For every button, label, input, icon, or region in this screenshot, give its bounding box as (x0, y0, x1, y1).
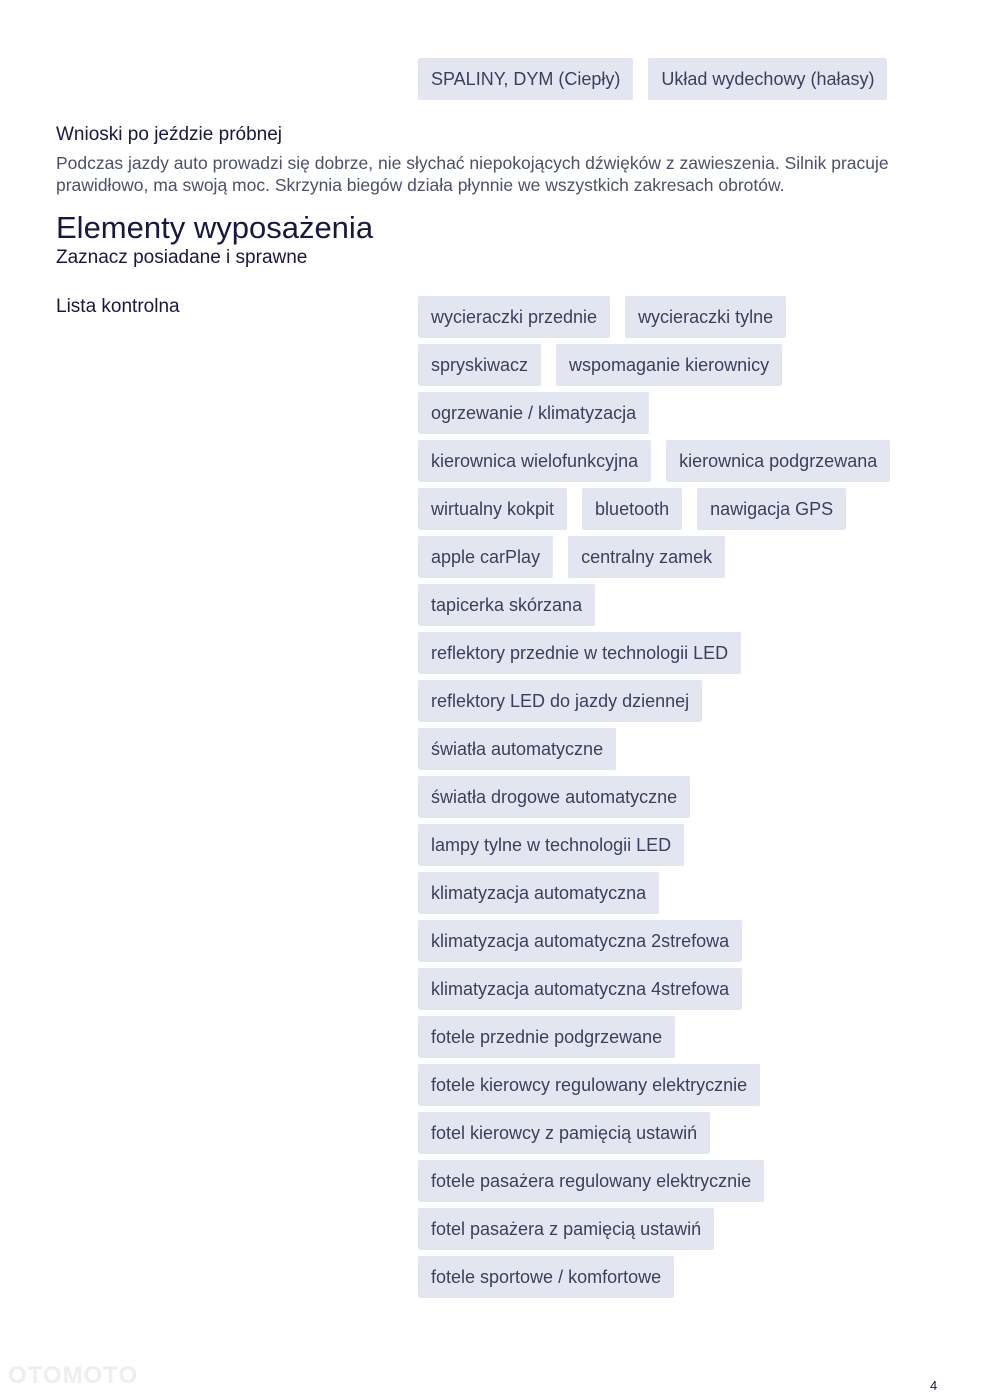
equipment-chip: reflektory LED do jazdy dziennej (418, 680, 702, 722)
equipment-chip: fotel pasażera z pamięcią ustawiń (418, 1208, 714, 1250)
page-number: 4 (930, 1378, 938, 1393)
equipment-chip: światła automatyczne (418, 728, 616, 770)
equipment-chip: fotele sportowe / komfortowe (418, 1256, 674, 1298)
equipment-chip: klimatyzacja automatyczna 4strefowa (418, 968, 742, 1010)
equipment-row (418, 392, 649, 434)
equipment-chip: kierownica wielofunkcyjna (418, 440, 651, 482)
equipment-row (418, 296, 786, 338)
test-drive-heading: Wnioski po jeździe próbnej (56, 124, 283, 145)
equipment-chip: lampy tylne w technologii LED (418, 824, 684, 866)
equipment-chip: fotele kierowcy regulowany elektrycznie (418, 1064, 760, 1106)
equipment-chip: kierownica podgrzewana (666, 440, 890, 482)
equipment-chip: reflektory przednie w technologii LED (418, 632, 741, 674)
equipment-row (418, 632, 741, 674)
equipment-row (418, 728, 616, 770)
equipment-row (418, 344, 782, 386)
equipment-subheading: Zaznacz posiadane i sprawne (56, 247, 308, 268)
test-drive-text: Podczas jazdy auto prowadzi się dobrze, nie słychać niepokojących dźwięków z zawieszenia. Silnik pracuje prawidłowo, ma swoją moc. Skrzynia biegów działa płynnie we wszystkich zakresach obrotów. (56, 153, 889, 195)
equipment-chip: tapicerka skórzana (418, 584, 595, 626)
equipment-row (418, 488, 846, 530)
chip-exhaust-smoke: SPALINY, DYM (Ciepły) (418, 58, 633, 100)
equipment-row (418, 1064, 760, 1106)
equipment-row (418, 1160, 764, 1202)
top-chip-row (418, 58, 887, 100)
equipment-row (418, 1016, 675, 1058)
equipment-chip: wycieraczki tylne (625, 296, 786, 338)
equipment-chip: wspomaganie kierownicy (556, 344, 782, 386)
equipment-chip: nawigacja GPS (697, 488, 846, 530)
equipment-row (418, 536, 725, 578)
equipment-row (418, 1208, 714, 1250)
equipment-row (418, 872, 659, 914)
equipment-chip: wirtualny kokpit (418, 488, 567, 530)
equipment-chip: klimatyzacja automatyczna (418, 872, 659, 914)
equipment-row (418, 680, 702, 722)
equipment-row (418, 1112, 710, 1154)
equipment-row (418, 968, 742, 1010)
equipment-row (418, 440, 890, 482)
watermark: OTOMOTO (8, 1362, 139, 1389)
equipment-chip: spryskiwacz (418, 344, 541, 386)
equipment-chip: klimatyzacja automatyczna 2strefowa (418, 920, 742, 962)
checklist-label: Lista kontrolna (56, 296, 180, 317)
equipment-row (418, 920, 742, 962)
equipment-chip: światła drogowe automatyczne (418, 776, 690, 818)
equipment-chip: fotel kierowcy z pamięcią ustawiń (418, 1112, 710, 1154)
equipment-row (418, 1256, 674, 1298)
equipment-chip: centralny zamek (568, 536, 725, 578)
equipment-row (418, 584, 595, 626)
equipment-chip: bluetooth (582, 488, 682, 530)
equipment-row (418, 776, 690, 818)
equipment-chip: wycieraczki przednie (418, 296, 610, 338)
equipment-chip: apple carPlay (418, 536, 553, 578)
chip-exhaust-system: Układ wydechowy (hałasy) (648, 58, 887, 100)
equipment-heading: Elementy wyposażenia (56, 210, 374, 245)
equipment-chip: ogrzewanie / klimatyzacja (418, 392, 649, 434)
equipment-chip: fotele przednie podgrzewane (418, 1016, 675, 1058)
equipment-row (418, 824, 684, 866)
equipment-chip: fotele pasażera regulowany elektrycznie (418, 1160, 764, 1202)
